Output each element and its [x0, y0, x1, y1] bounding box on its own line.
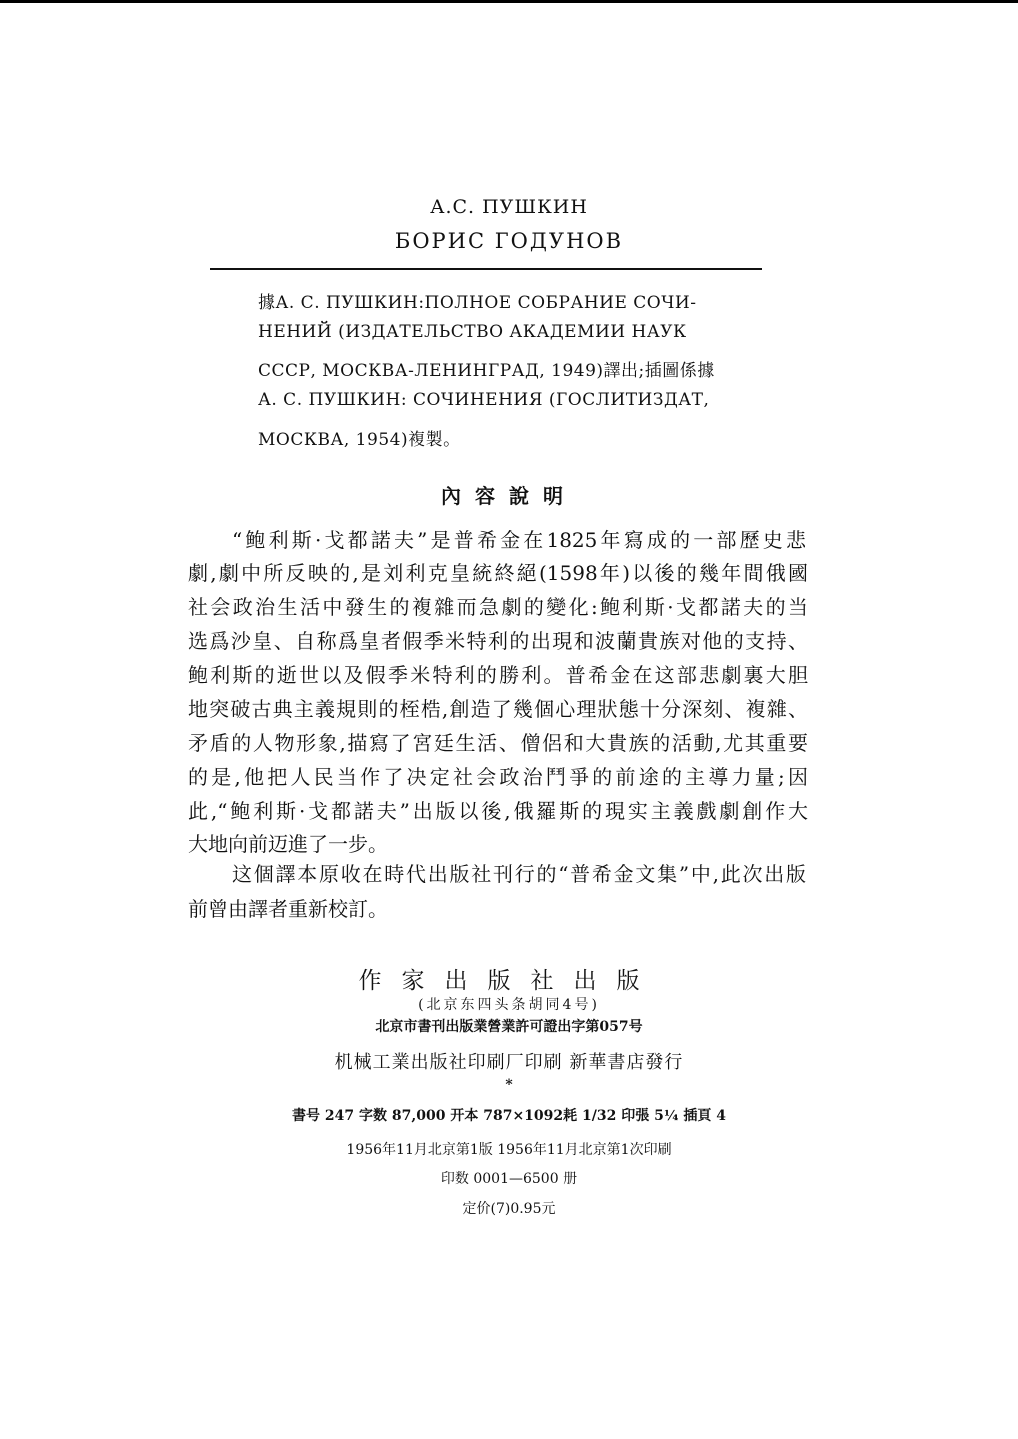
summary-text-line: 的是,他把人民当作了决定社会政治鬥爭的前途的主導力量;因: [188, 765, 808, 789]
summary-text-line: “鲍利斯·戈都諾夫”是普希金在1825年寫成的一部歷史悲: [232, 528, 806, 552]
summary-text-line: 选爲沙皇、自称爲皇者假季米特利的出現和波蘭貴族对他的支持、: [188, 629, 808, 653]
summary-text-line: 地突破古典主義規則的桎梏,創造了幾個心理狀態十分深刻、複雜、: [188, 697, 808, 721]
summary-text-line: 此,“鲍利斯·戈都諾夫”出版以後,俄羅斯的現实主義戲劇創作大: [188, 799, 808, 823]
summary-text-line: 前曾由譯者重新校訂。: [188, 897, 388, 921]
publisher-name: 作家出版社出版: [358, 968, 660, 994]
title-divider-rule: [210, 268, 762, 270]
summary-heading: 內容說明: [441, 484, 577, 508]
summary-text-line: 大地向前迈進了一步。: [188, 832, 388, 856]
page-top-border: [0, 0, 1018, 3]
summary-text-line: 鲍利斯的逝世以及假季米特利的勝利。普希金在这部悲劇裏大胆: [188, 663, 808, 687]
summary-text-line: 矛盾的人物形象,描寫了宮廷生活、僧侶和大貴族的活動,尤其重要: [188, 731, 808, 755]
publishing-license: 北京市書刊出版業營業許可證出字第057号: [375, 1019, 643, 1035]
author-name-russian: А.С. ПУШКИН: [430, 196, 588, 218]
source-note-line: НЕНИЙ (ИЗДАТЕЛЬСТВО АКАДЕМИИ НАУК: [258, 322, 687, 342]
publisher-address: (北京东四头条胡同4号): [418, 997, 600, 1013]
source-note-line: А. С. ПУШКИН: СОЧИНЕНИЯ (ГОСЛИТИЗДАТ,: [258, 390, 710, 410]
asterisk-divider: *: [505, 1077, 513, 1093]
summary-text-line: 社会政治生活中發生的複雜而急劇的變化:鲍利斯·戈都諾夫的当: [188, 595, 808, 619]
price: 定价(7)0.95元: [462, 1201, 556, 1217]
book-title-russian: БОРИС ГОДУНОВ: [394, 229, 624, 253]
source-note-line: 據А. С. ПУШКИН:ПОЛНОЕ СОБРАНИЕ СОЧИ-: [258, 293, 697, 313]
print-run: 印数 0001—6500 册: [440, 1171, 578, 1187]
printer-distributor: 机械工業出版社印刷厂印刷 新華書店發行: [334, 1052, 684, 1073]
book-specifications: 書号 247 字数 87,000 开本 787×1092耗 1/32 印張 5¼ 插頁 4: [292, 1108, 726, 1124]
summary-text-line: 劇,劇中所反映的,是刘利克皇統終絕(1598年)以後的幾年間俄國: [188, 561, 808, 585]
summary-text-line: 这個譯本原收在時代出版社刊行的“普希金文集”中,此次出版: [232, 862, 806, 886]
edition-dates: 1956年11月北京第1版 1956年11月北京第1次印刷: [346, 1142, 672, 1158]
source-note-line: МОСКВА, 1954)複製。: [258, 430, 461, 450]
source-note-line: СССР, МОСКВА-ЛЕНИНГРАД, 1949)譯出;插圖係據: [258, 361, 715, 381]
